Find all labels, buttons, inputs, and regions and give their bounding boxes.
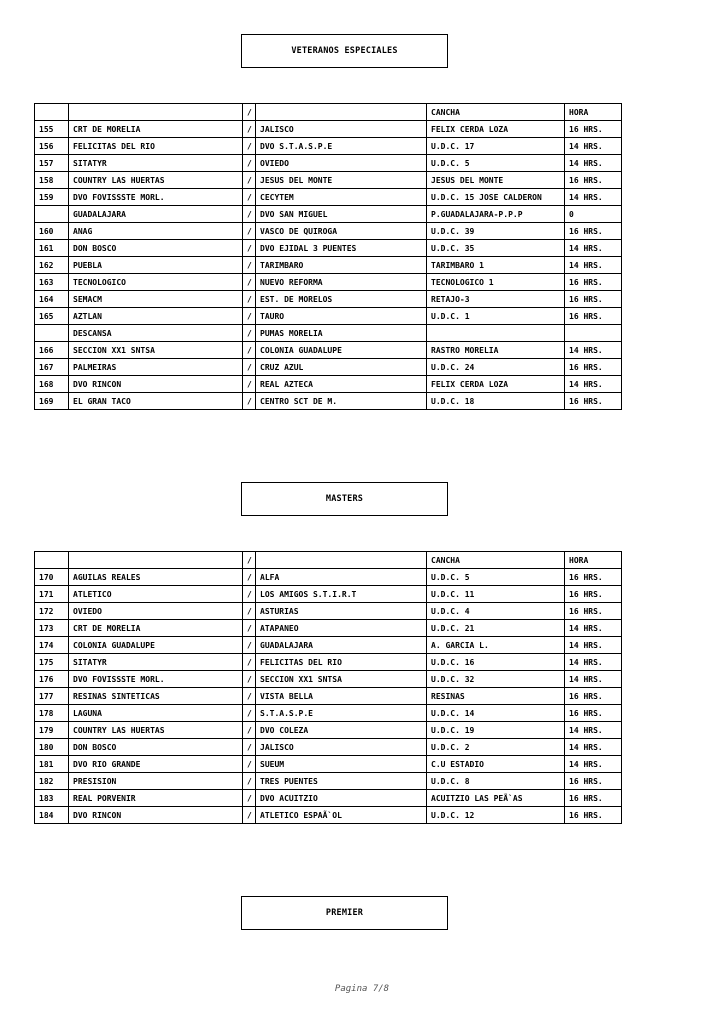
home-team: DON BOSCO <box>69 240 243 257</box>
table-row <box>35 790 622 807</box>
home-team: DVO FOVISSSTE MORL. <box>69 189 243 206</box>
table-row <box>35 291 622 308</box>
field-name: U.D.C. 39 <box>427 223 565 240</box>
field-name: U.D.C. 19 <box>427 722 565 739</box>
away-team: DVO S.T.A.S.P.E <box>256 138 427 155</box>
separator: / <box>243 739 256 756</box>
separator: / <box>243 637 256 654</box>
home-team: AZTLAN <box>69 308 243 325</box>
match-time: 14 HRS. <box>565 376 622 393</box>
schedule-table-veteranos <box>34 103 622 410</box>
field-name: P.GUADALAJARA-P.P.P <box>427 206 565 223</box>
away-team: DVO COLEZA <box>256 722 427 739</box>
field-name: U.D.C. 32 <box>427 671 565 688</box>
home-team: PALMEIRAS <box>69 359 243 376</box>
section-title-masters <box>241 482 448 516</box>
match-time <box>565 325 622 342</box>
field-name: ACUITZIO LAS PEÃ`AS <box>427 790 565 807</box>
match-time: 16 HRS. <box>565 688 622 705</box>
home-team: PUEBLA <box>69 257 243 274</box>
separator: / <box>243 376 256 393</box>
away-team: ASTURIAS <box>256 603 427 620</box>
section-title-text: PREMIER <box>325 908 364 918</box>
field-name: C.U ESTADIO <box>427 756 565 773</box>
home-team: DVO RIO GRANDE <box>69 756 243 773</box>
away-team: TAURO <box>256 308 427 325</box>
table-row <box>35 155 622 172</box>
separator: / <box>243 722 256 739</box>
match-number: 179 <box>35 722 69 739</box>
match-number: 183 <box>35 790 69 807</box>
field-name: U.D.C. 35 <box>427 240 565 257</box>
field-name: RESINAS <box>427 688 565 705</box>
table-header-row <box>35 104 622 121</box>
match-number <box>35 552 69 569</box>
home-team <box>69 552 243 569</box>
match-number: 155 <box>35 121 69 138</box>
table-row <box>35 223 622 240</box>
match-time: 16 HRS. <box>565 291 622 308</box>
match-time: HORA <box>565 104 622 121</box>
table-row <box>35 654 622 671</box>
home-team: SECCION XX1 SNTSA <box>69 342 243 359</box>
away-team: DVO SAN MIGUEL <box>256 206 427 223</box>
table-row <box>35 240 622 257</box>
away-team: VISTA BELLA <box>256 688 427 705</box>
table-row <box>35 569 622 586</box>
match-number: 171 <box>35 586 69 603</box>
separator: / <box>243 705 256 722</box>
separator: / <box>243 189 256 206</box>
separator: / <box>243 807 256 824</box>
match-number: 172 <box>35 603 69 620</box>
separator: / <box>243 569 256 586</box>
separator: / <box>243 104 256 121</box>
away-team: DVO ACUITZIO <box>256 790 427 807</box>
separator: / <box>243 688 256 705</box>
match-time: 14 HRS. <box>565 257 622 274</box>
away-team: PUMAS MORELIA <box>256 325 427 342</box>
field-name: U.D.C. 1 <box>427 308 565 325</box>
match-time: 14 HRS. <box>565 722 622 739</box>
away-team: OVIEDO <box>256 155 427 172</box>
match-time: HORA <box>565 552 622 569</box>
field-name: U.D.C. 2 <box>427 739 565 756</box>
match-time: 14 HRS. <box>565 654 622 671</box>
separator: / <box>243 325 256 342</box>
section-title-premier <box>241 896 448 930</box>
match-time: 16 HRS. <box>565 308 622 325</box>
match-number: 165 <box>35 308 69 325</box>
table-row <box>35 376 622 393</box>
separator: / <box>243 552 256 569</box>
match-time: 16 HRS. <box>565 172 622 189</box>
separator: / <box>243 671 256 688</box>
table-row <box>35 189 622 206</box>
home-team: CRT DE MORELIA <box>69 620 243 637</box>
match-number: 178 <box>35 705 69 722</box>
table-row <box>35 359 622 376</box>
home-team: TECNOLOGICO <box>69 274 243 291</box>
table-row <box>35 121 622 138</box>
separator: / <box>243 654 256 671</box>
table-row <box>35 773 622 790</box>
field-name: U.D.C. 14 <box>427 705 565 722</box>
separator: / <box>243 206 256 223</box>
home-team: LAGUNA <box>69 705 243 722</box>
match-time: 16 HRS. <box>565 807 622 824</box>
home-team: PRESISION <box>69 773 243 790</box>
away-team: GUADALAJARA <box>256 637 427 654</box>
match-time: 16 HRS. <box>565 569 622 586</box>
section-title-text: VETERANOS ESPECIALES <box>291 46 398 56</box>
separator: / <box>243 291 256 308</box>
match-number <box>35 325 69 342</box>
match-time: 14 HRS. <box>565 756 622 773</box>
match-number: 157 <box>35 155 69 172</box>
match-time: 16 HRS. <box>565 705 622 722</box>
match-time: 16 HRS. <box>565 603 622 620</box>
field-name: U.D.C. 5 <box>427 569 565 586</box>
match-number: 161 <box>35 240 69 257</box>
separator: / <box>243 240 256 257</box>
match-number: 159 <box>35 189 69 206</box>
table-row <box>35 620 622 637</box>
table-header-row <box>35 552 622 569</box>
home-team: GUADALAJARA <box>69 206 243 223</box>
match-time: 14 HRS. <box>565 240 622 257</box>
field-name: A. GARCIA L. <box>427 637 565 654</box>
match-number: 174 <box>35 637 69 654</box>
field-name: CANCHA <box>427 104 565 121</box>
field-name: FELIX CERDA LOZA <box>427 121 565 138</box>
match-time: 16 HRS. <box>565 359 622 376</box>
match-number: 163 <box>35 274 69 291</box>
match-number: 180 <box>35 739 69 756</box>
away-team: FELICITAS DEL RIO <box>256 654 427 671</box>
separator: / <box>243 274 256 291</box>
match-number <box>35 206 69 223</box>
match-time: 16 HRS. <box>565 790 622 807</box>
home-team: SEMACM <box>69 291 243 308</box>
match-number: 168 <box>35 376 69 393</box>
field-name: TECNOLOGICO 1 <box>427 274 565 291</box>
match-time: 16 HRS. <box>565 393 622 410</box>
match-number: 158 <box>35 172 69 189</box>
match-number: 162 <box>35 257 69 274</box>
home-team: CRT DE MORELIA <box>69 121 243 138</box>
page-footer: Pagina 7/8 <box>334 984 390 994</box>
home-team: COLONIA GUADALUPE <box>69 637 243 654</box>
table-row <box>35 756 622 773</box>
table-row <box>35 342 622 359</box>
field-name: U.D.C. 15 JOSE CALDERON <box>427 189 565 206</box>
away-team: EST. DE MORELOS <box>256 291 427 308</box>
match-time: 16 HRS. <box>565 586 622 603</box>
home-team: COUNTRY LAS HUERTAS <box>69 722 243 739</box>
away-team: JALISCO <box>256 121 427 138</box>
match-time: 14 HRS. <box>565 138 622 155</box>
home-team: DVO RINCON <box>69 807 243 824</box>
home-team: EL GRAN TACO <box>69 393 243 410</box>
field-name: U.D.C. 8 <box>427 773 565 790</box>
table-row <box>35 274 622 291</box>
table-row <box>35 807 622 824</box>
away-team: COLONIA GUADALUPE <box>256 342 427 359</box>
home-team: SITATYR <box>69 155 243 172</box>
separator: / <box>243 223 256 240</box>
away-team: CECYTEM <box>256 189 427 206</box>
away-team: JALISCO <box>256 739 427 756</box>
match-time: 14 HRS. <box>565 342 622 359</box>
home-team: REAL PORVENIR <box>69 790 243 807</box>
separator: / <box>243 257 256 274</box>
match-time: 14 HRS. <box>565 155 622 172</box>
match-time: 14 HRS. <box>565 189 622 206</box>
field-name: JESUS DEL MONTE <box>427 172 565 189</box>
home-team: DESCANSA <box>69 325 243 342</box>
away-team: SUEUM <box>256 756 427 773</box>
home-team <box>69 104 243 121</box>
separator: / <box>243 121 256 138</box>
away-team: REAL AZTECA <box>256 376 427 393</box>
field-name: FELIX CERDA LOZA <box>427 376 565 393</box>
table-row <box>35 393 622 410</box>
table-row <box>35 739 622 756</box>
match-time: 16 HRS. <box>565 274 622 291</box>
match-time: 14 HRS. <box>565 671 622 688</box>
separator: / <box>243 586 256 603</box>
separator: / <box>243 342 256 359</box>
away-team <box>256 552 427 569</box>
separator: / <box>243 756 256 773</box>
match-number: 182 <box>35 773 69 790</box>
away-team: NUEVO REFORMA <box>256 274 427 291</box>
table-row <box>35 308 622 325</box>
separator: / <box>243 308 256 325</box>
field-name: U.D.C. 17 <box>427 138 565 155</box>
field-name: U.D.C. 12 <box>427 807 565 824</box>
away-team: CRUZ AZUL <box>256 359 427 376</box>
field-name: RASTRO MORELIA <box>427 342 565 359</box>
match-number: 176 <box>35 671 69 688</box>
table-row <box>35 257 622 274</box>
home-team: AGUILAS REALES <box>69 569 243 586</box>
away-team: ATAPANEO <box>256 620 427 637</box>
table-row <box>35 705 622 722</box>
home-team: DVO RINCON <box>69 376 243 393</box>
field-name: CANCHA <box>427 552 565 569</box>
separator: / <box>243 620 256 637</box>
match-number: 167 <box>35 359 69 376</box>
match-number: 175 <box>35 654 69 671</box>
table-row <box>35 325 622 342</box>
field-name: RETAJO-3 <box>427 291 565 308</box>
away-team: ALFA <box>256 569 427 586</box>
home-team: FELICITAS DEL RIO <box>69 138 243 155</box>
section-title-text: MASTERS <box>325 494 364 504</box>
home-team: SITATYR <box>69 654 243 671</box>
match-time: 16 HRS. <box>565 121 622 138</box>
field-name: U.D.C. 18 <box>427 393 565 410</box>
table-row <box>35 603 622 620</box>
away-team: JESUS DEL MONTE <box>256 172 427 189</box>
field-name: U.D.C. 11 <box>427 586 565 603</box>
match-time: 16 HRS. <box>565 223 622 240</box>
match-number: 169 <box>35 393 69 410</box>
away-team: TRES PUENTES <box>256 773 427 790</box>
table-row <box>35 138 622 155</box>
separator: / <box>243 393 256 410</box>
away-team: CENTRO SCT DE M. <box>256 393 427 410</box>
match-number: 170 <box>35 569 69 586</box>
away-team: S.T.A.S.P.E <box>256 705 427 722</box>
match-time: 16 HRS. <box>565 773 622 790</box>
separator: / <box>243 359 256 376</box>
match-time: 0 <box>565 206 622 223</box>
match-time: 14 HRS. <box>565 620 622 637</box>
table-row <box>35 172 622 189</box>
field-name <box>427 325 565 342</box>
match-number: 177 <box>35 688 69 705</box>
match-number: 156 <box>35 138 69 155</box>
away-team: SECCION XX1 SNTSA <box>256 671 427 688</box>
match-number: 173 <box>35 620 69 637</box>
schedule-table-masters <box>34 551 622 824</box>
home-team: RESINAS SINTETICAS <box>69 688 243 705</box>
table-row <box>35 637 622 654</box>
separator: / <box>243 138 256 155</box>
home-team: DON BOSCO <box>69 739 243 756</box>
table-row <box>35 586 622 603</box>
home-team: DVO FOVISSSTE MORL. <box>69 671 243 688</box>
table-row <box>35 206 622 223</box>
field-name: U.D.C. 5 <box>427 155 565 172</box>
match-number: 160 <box>35 223 69 240</box>
separator: / <box>243 773 256 790</box>
table-row <box>35 671 622 688</box>
home-team: ANAG <box>69 223 243 240</box>
field-name: U.D.C. 16 <box>427 654 565 671</box>
table-row <box>35 688 622 705</box>
home-team: ATLETICO <box>69 586 243 603</box>
away-team: ATLETICO ESPAÃ`OL <box>256 807 427 824</box>
field-name: U.D.C. 24 <box>427 359 565 376</box>
home-team: OVIEDO <box>69 603 243 620</box>
table-row <box>35 722 622 739</box>
field-name: U.D.C. 4 <box>427 603 565 620</box>
away-team: VASCO DE QUIROGA <box>256 223 427 240</box>
match-number: 181 <box>35 756 69 773</box>
separator: / <box>243 603 256 620</box>
match-number: 184 <box>35 807 69 824</box>
match-number: 166 <box>35 342 69 359</box>
away-team <box>256 104 427 121</box>
field-name: U.D.C. 21 <box>427 620 565 637</box>
match-time: 14 HRS. <box>565 739 622 756</box>
match-time: 14 HRS. <box>565 637 622 654</box>
separator: / <box>243 172 256 189</box>
separator: / <box>243 790 256 807</box>
field-name: TARIMBARO 1 <box>427 257 565 274</box>
separator: / <box>243 155 256 172</box>
away-team: DVO EJIDAL 3 PUENTES <box>256 240 427 257</box>
away-team: LOS AMIGOS S.T.I.R.T <box>256 586 427 603</box>
section-title-veteranos <box>241 34 448 68</box>
match-number: 164 <box>35 291 69 308</box>
home-team: COUNTRY LAS HUERTAS <box>69 172 243 189</box>
match-number <box>35 104 69 121</box>
away-team: TARIMBARO <box>256 257 427 274</box>
